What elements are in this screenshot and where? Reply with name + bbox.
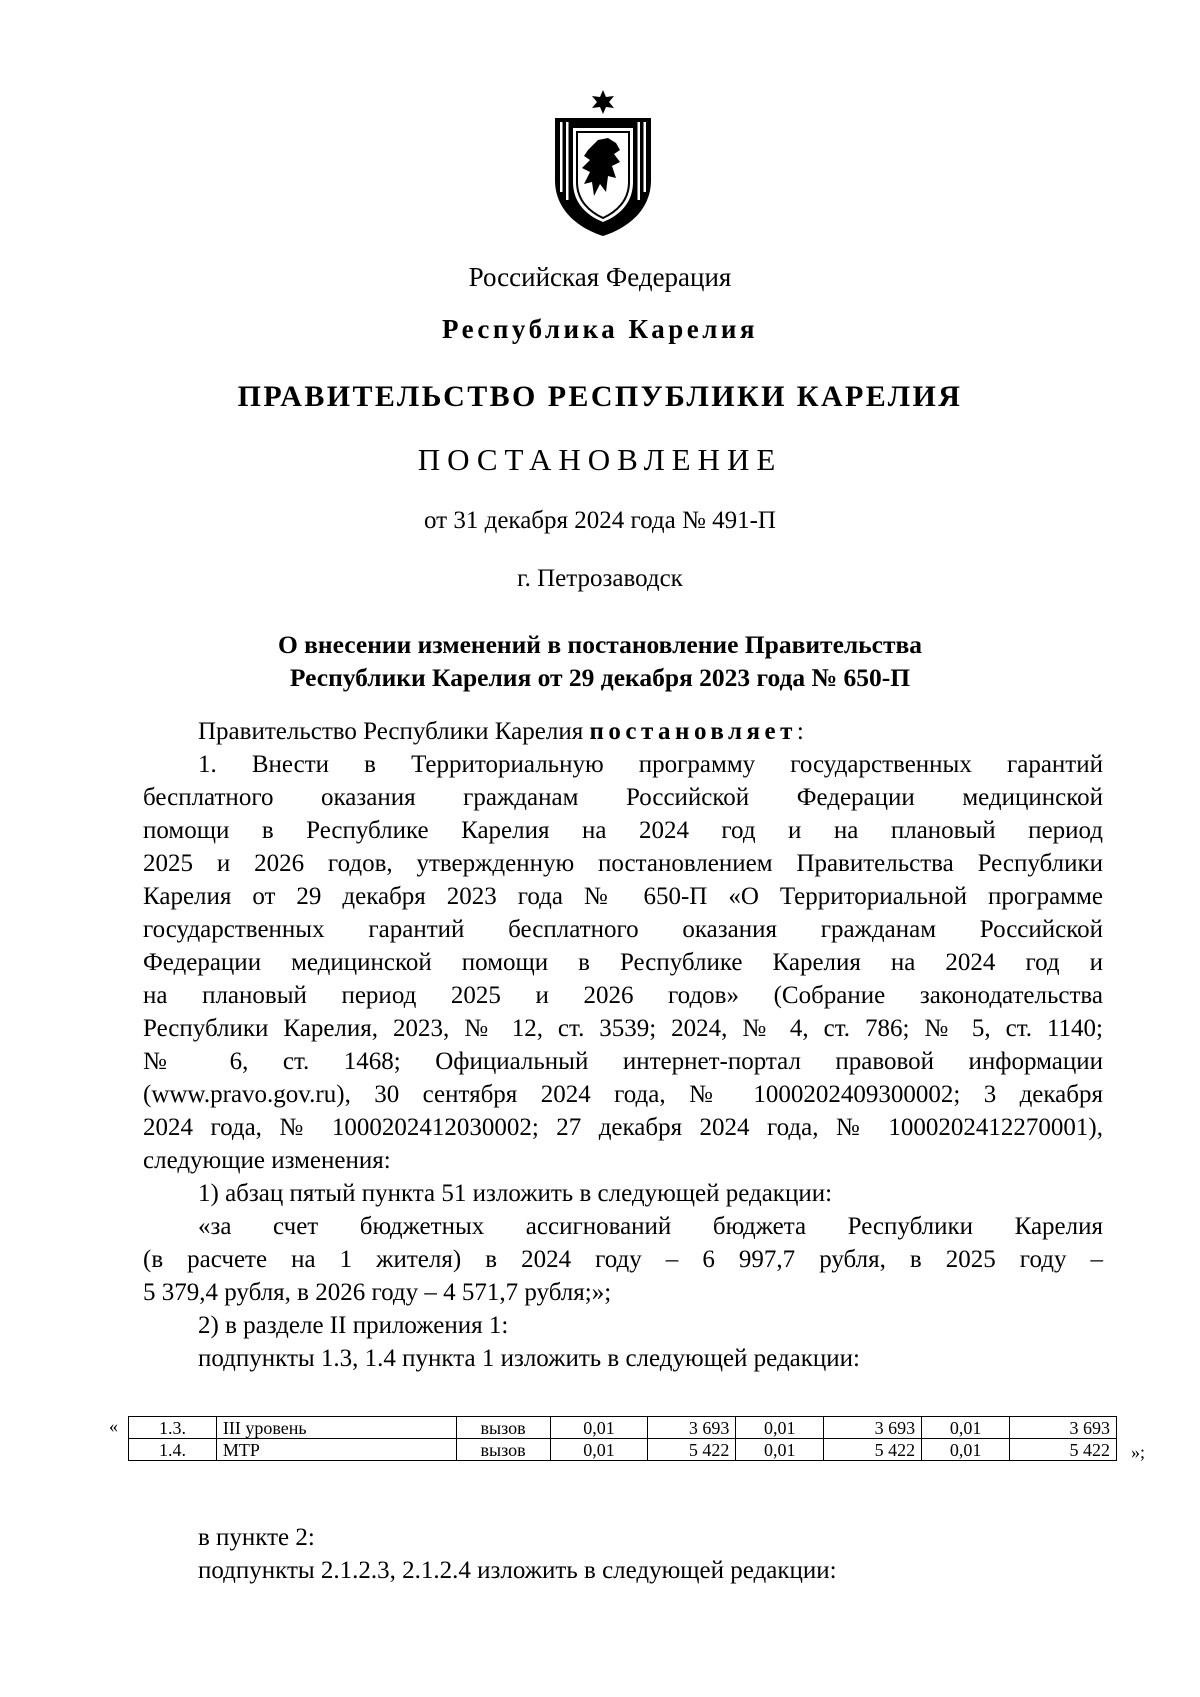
table-cell-value: 0,01 — [736, 1439, 824, 1461]
document-type-heading: ПОСТАНОВЛЕНИЕ — [417, 442, 783, 477]
table-cell-value: 5 422 — [648, 1439, 736, 1461]
body-line: на плановый период 2025 и 2026 годов» (Собрание законодательства — [143, 982, 1103, 1009]
table-cell-value: 0,01 — [922, 1417, 1010, 1439]
table-cell-value: 3 693 — [648, 1417, 736, 1439]
federation-heading: Российская Федерация — [468, 262, 732, 292]
date-number-line: от 31 декабря 2024 года № 491-П — [424, 507, 776, 534]
table-quote-open: « — [109, 1416, 118, 1436]
body-line: Федерации медицинской помощи в Республике Карелия на 2024 год и — [143, 949, 1103, 976]
table-cell-value: 3 693 — [824, 1417, 922, 1439]
table-cell-value: 0,01 — [922, 1439, 1010, 1461]
table-cell-unit: вызов — [456, 1417, 550, 1439]
document-title-line-2: Республики Карелия от 29 декабря 2023 года № 650-П — [289, 663, 911, 692]
body-line: № 6, ст. 1468; Официальный интернет-портал правовой информации — [143, 1048, 1103, 1075]
preamble-suffix: : — [796, 718, 804, 745]
table-quote-close: »; — [1131, 1442, 1146, 1462]
body-line: 2025 и 2026 годов, утвержденную постановлением Правительства Республики — [143, 850, 1103, 877]
table-cell-number: 1.3. — [129, 1417, 217, 1439]
body-line: подпункты 2.1.2.3, 2.1.2.4 изложить в следующей редакции: — [198, 1557, 837, 1584]
body-line: 2024 года, № 1000202412030002; 27 декабря 2024 года, № 1000202412270001), — [143, 1114, 1103, 1141]
body-line: «за счет бюджетных ассигнований бюджета Республики Карелия — [198, 1213, 1103, 1240]
table-cell-value: 0,01 — [550, 1417, 648, 1439]
preamble — [198, 715, 1103, 748]
body-line: (www.pravo.gov.ru), 30 сентября 2024 года, № 1000202409300002; 3 декабря — [143, 1081, 1103, 1108]
amendment-table — [128, 1416, 1117, 1461]
table-row — [129, 1417, 1117, 1439]
table-cell-value: 3 693 — [1010, 1417, 1117, 1439]
table-cell-value: 5 422 — [1010, 1439, 1117, 1461]
table-cell-number: 1.4. — [129, 1439, 217, 1461]
preamble-keyword: постановляет — [589, 718, 797, 745]
body-line: бесплатного оказания гражданам Российской Федерации медицинской — [143, 784, 1103, 811]
city-line: г. Петрозаводск — [517, 565, 683, 592]
table-cell-value: 0,01 — [736, 1417, 824, 1439]
document-title-line-1: О внесении изменений в постановление Правительства — [277, 630, 923, 659]
body-line: государственных гарантий бесплатного оказания гражданам Российской — [143, 916, 1103, 943]
body-line: 2) в разделе II приложения 1: — [198, 1312, 509, 1339]
body-line: помощи в Республике Карелия на 2024 год и на плановый период — [143, 817, 1103, 844]
government-heading: ПРАВИТЕЛЬСТВО РЕСПУБЛИКИ КАРЕЛИЯ — [237, 380, 963, 413]
body-line: 1. Внести в Территориальную программу государственных гарантий — [198, 751, 1103, 778]
body-line: следующие изменения: — [143, 1147, 391, 1174]
republic-heading: Республика Карелия — [441, 314, 759, 344]
body-line: (в расчете на 1 жителя) в 2024 году – 6 997,7 рубля, в 2025 году – — [143, 1246, 1103, 1273]
preamble-prefix: Правительство Республики Карелия — [198, 718, 590, 745]
table-cell-value: 0,01 — [550, 1439, 648, 1461]
body-line: 5 379,4 рубля, в 2026 году – 4 571,7 рубля;»; — [143, 1279, 612, 1306]
table-row — [129, 1439, 1117, 1461]
body-line: 1) абзац пятый пункта 51 изложить в следующей редакции: — [198, 1180, 833, 1207]
body-line: подпункты 1.3, 1.4 пункта 1 изложить в следующей редакции: — [198, 1345, 860, 1372]
karelia-coat-of-arms-icon — [550, 88, 656, 238]
table-cell-unit: вызов — [456, 1439, 550, 1461]
table-cell-name: МТР — [216, 1439, 456, 1461]
body-line: Республики Карелия, 2023, № 12, ст. 3539; 2024, № 4, ст. 786; № 5, ст. 1140; — [143, 1015, 1103, 1042]
table-cell-value: 5 422 — [824, 1439, 922, 1461]
table-cell-name: III уровень — [216, 1417, 456, 1439]
body-line: Карелия от 29 декабря 2023 года № 650-П «О Территориальной программе — [143, 883, 1103, 910]
body-line: в пункте 2: — [198, 1524, 315, 1551]
